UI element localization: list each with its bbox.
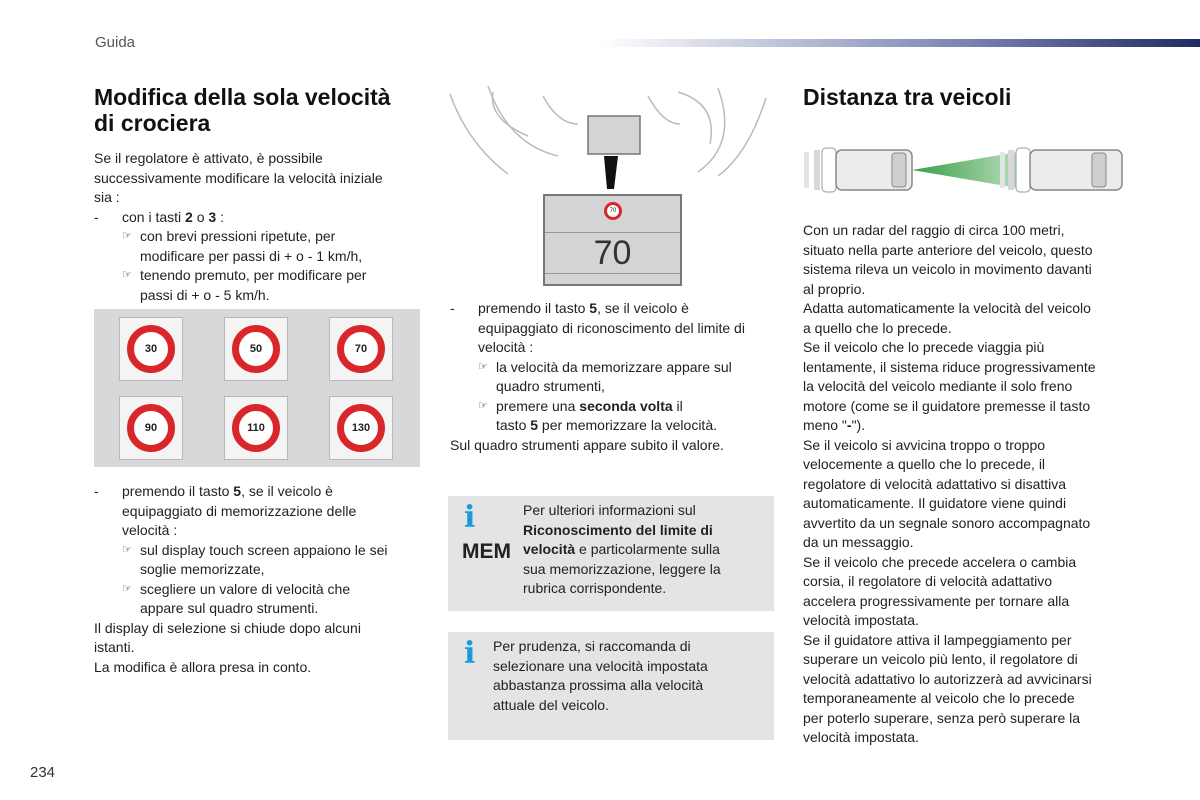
info-post: e particolarmente sulla — [575, 541, 720, 557]
sub-line: tenendo premuto, per modificare per — [140, 267, 367, 283]
info-line: rubrica corrispondente. — [523, 580, 667, 596]
desc-line: situato nella parte anteriore del veicolo, questo — [803, 241, 1093, 258]
speed-limit-sign-icon: 110 — [232, 404, 280, 452]
desc-line: Se il guidatore attiva il lampeggiamento per — [803, 631, 1072, 648]
l1-post: , se il veicolo è — [597, 300, 689, 316]
sub-item-speed-appears — [478, 358, 780, 397]
info-line: selezionare una velocità impostata — [493, 657, 708, 674]
distance-description — [803, 221, 1138, 748]
p2-line: velocità : — [122, 522, 178, 538]
hand-pointer-icon: ☞ — [122, 269, 132, 281]
key-5: 5 — [233, 483, 242, 499]
speed-limit-sign-icon: 30 — [127, 325, 175, 373]
speed-sign-tile — [224, 317, 288, 381]
p2-pre: premendo il tasto — [122, 483, 234, 499]
s2-pre: premere una — [496, 397, 580, 414]
key-2: 2 — [185, 208, 193, 225]
desc-line: velocità adattativo lo autorizzerà ad avvicinarsi — [803, 670, 1092, 687]
closing-line: istanti. — [94, 639, 135, 655]
info-line: Per ulteriori informazioni sul — [523, 502, 696, 518]
speed-sign-grid — [94, 309, 420, 467]
desc-line: temporaneamente al veicolo che lo precede — [803, 690, 1075, 706]
desc-line: per poterlo superare, senza però superare la — [803, 709, 1081, 726]
sub-line: con brevi pressioni ripetute, per — [140, 228, 336, 244]
info-line — [523, 540, 768, 560]
hand-pointer-icon: ☞ — [478, 360, 488, 373]
desc-line: avvertito da un segnale sonoro accompagnato — [803, 514, 1091, 531]
info-line: abbastanza prossima alla velocità — [493, 677, 704, 693]
desc-line: motore (come se il guidatore premesse il tasto — [803, 397, 1091, 414]
speed-limit-sign-icon: 70 — [337, 325, 385, 373]
meno-bold: - — [846, 417, 852, 433]
memorization-instructions — [94, 482, 424, 677]
info-line: sua memorizzazione, leggere la — [523, 560, 721, 577]
s2-post: il — [672, 397, 683, 414]
speed-sign-tile — [329, 317, 393, 381]
desc-line: superare un veicolo più lento, il regolatore di — [803, 651, 1078, 667]
info-text — [493, 637, 763, 715]
closing-line: Il display di selezione si chiude dopo alcuni — [94, 619, 361, 636]
sub-item-long-press — [122, 266, 424, 305]
info-line-bold — [523, 521, 768, 541]
desc-line: lentamente, il sistema riduce progressivamente — [803, 358, 1096, 375]
closing-line: Sul quadro strumenti appare subito il valore. — [450, 436, 724, 453]
desc-line: Adatta automaticamente la velocità del veicolo — [803, 300, 1091, 316]
instrument-display — [543, 194, 682, 286]
cruise-intro — [94, 149, 424, 305]
key-5: 5 — [589, 300, 598, 316]
sub-item-press-again — [478, 397, 780, 436]
speed-sign-tile — [329, 396, 393, 460]
vehicles-radar-icon — [800, 140, 1130, 200]
sub-line: modificare per passi di + o - 1 km/h, — [140, 247, 363, 264]
l1-pre: premendo il tasto — [478, 300, 590, 316]
hand-pointer-icon: ☞ — [122, 543, 132, 556]
desc-line: corsia, il regolatore di velocità adattativo — [803, 573, 1053, 589]
desc-line: velocemente a quello che lo precede, il — [803, 456, 1046, 472]
hand-pointer-icon: ☞ — [478, 399, 488, 412]
sub-line: scegliere un valore di velocità che — [140, 580, 351, 597]
dash-bullet: - — [94, 208, 99, 225]
line: equipaggiato di riconoscimento del limite di — [478, 319, 745, 336]
s2-l2-pre: tasto — [496, 417, 531, 433]
title-line2: di crociera — [94, 110, 211, 136]
info-icon: i — [464, 500, 476, 535]
list-item-key5-recognition — [450, 299, 780, 358]
p2-line: equipaggiato di memorizzazione delle — [122, 502, 357, 519]
desc-line: la velocità del veicolo mediante il solo freno — [803, 378, 1073, 394]
sub-line: appare sul quadro strumenti. — [140, 600, 319, 616]
sub-item-choose-value — [122, 580, 424, 619]
desc-line-meno — [803, 416, 1138, 436]
info-line: attuale del veicolo. — [493, 696, 609, 713]
recognition-instructions — [450, 299, 780, 455]
info-bold: Riconoscimento del limite di — [523, 521, 713, 538]
sub-item-short-press — [122, 227, 424, 266]
desc-line: velocità impostata. — [803, 729, 919, 745]
sub-line: soglie memorizzate, — [140, 561, 265, 577]
speed-limit-sign-icon: 50 — [232, 325, 280, 373]
info-bold: velocità — [523, 541, 576, 557]
title-line1: Modifica della sola velocità — [94, 84, 391, 110]
intro-line: sia : — [94, 189, 120, 205]
sub-line: sul display touch screen appaiono le sei — [140, 541, 388, 558]
mem-label: MEM — [462, 540, 511, 563]
speed-sign-tile — [119, 396, 183, 460]
hand-pointer-icon: ☞ — [122, 230, 132, 242]
section-label: Guida — [95, 34, 136, 51]
key-5: 5 — [530, 417, 539, 433]
page-number: 234 — [30, 764, 56, 781]
info-line: Per prudenza, si raccomanda di — [493, 638, 691, 654]
speed-limit-sign-icon: 130 — [337, 404, 385, 452]
desc-line: accelera progressivamente per tornare alla — [803, 592, 1070, 609]
sub-line: la velocità da memorizzare appare sul — [496, 358, 732, 375]
desc-line: Se il veicolo che precede accelera o cambia — [803, 553, 1077, 570]
keys-pre: con i tasti — [122, 208, 186, 225]
desc-line: regolatore di velocità adattativo si disattiva — [803, 475, 1067, 492]
meno-post: "). — [851, 417, 866, 433]
title-vehicle-distance: Distanza tra veicoli — [803, 84, 1012, 110]
speed-sign-tile — [119, 317, 183, 381]
info-box-memorization — [448, 496, 774, 611]
p2-post: , se il veicolo è — [241, 483, 333, 499]
desc-line: Se il veicolo che lo precede viaggia più — [803, 339, 1045, 355]
meno-pre: meno " — [803, 417, 847, 433]
desc-line: sistema rileva un veicolo in movimento davanti — [803, 261, 1092, 277]
sub-line: quadro strumenti, — [496, 378, 605, 394]
info-icon: i — [464, 636, 476, 671]
header-gradient-bar — [600, 39, 1200, 47]
title-cruise-speed — [94, 84, 391, 136]
keys-mid: o — [192, 208, 209, 225]
line: velocità : — [478, 339, 534, 355]
desc-line: Con un radar del raggio di circa 100 metri, — [803, 222, 1065, 238]
keys-post: : — [216, 208, 224, 225]
closing-line: La modifica è allora presa in conto. — [94, 658, 312, 675]
speed-limit-sign-icon: 90 — [127, 404, 175, 452]
desc-line: a quello che lo precede. — [803, 319, 952, 336]
intro-line: successivamente modificare la velocità iniziale — [94, 169, 383, 186]
desc-line: velocità impostata. — [803, 612, 919, 628]
key-3: 3 — [208, 208, 217, 225]
s2-l2-post: per memorizzare la velocità. — [538, 417, 717, 433]
speed-sign-tile — [224, 396, 288, 460]
info-box-prudence — [448, 632, 774, 740]
sub-line: passi di + o - 5 km/h. — [140, 286, 270, 303]
list-item-key5 — [94, 482, 424, 541]
speed-limit-sign-icon: 70 — [604, 202, 622, 220]
hand-pointer-icon: ☞ — [122, 582, 132, 595]
dash-bullet: - — [94, 483, 99, 499]
dash-bullet: - — [450, 300, 455, 316]
desc-line: automaticamente. Il guidatore viene quindi — [803, 495, 1067, 511]
desc-line: da un messaggio. — [803, 534, 914, 550]
s2-bold: seconda volta — [579, 397, 673, 414]
radar-distance-illustration — [800, 140, 1130, 200]
list-item-keys — [94, 208, 424, 228]
intro-line: Se il regolatore è attivato, è possibile — [94, 150, 323, 166]
sub-item-touch-screen — [122, 541, 424, 580]
displayed-speed: 70 — [545, 232, 680, 274]
desc-line: Se il veicolo si avvicina troppo o troppo — [803, 436, 1046, 453]
info-text — [523, 501, 768, 599]
desc-line: al proprio. — [803, 280, 866, 297]
instrument-panel-illustration — [448, 84, 774, 294]
